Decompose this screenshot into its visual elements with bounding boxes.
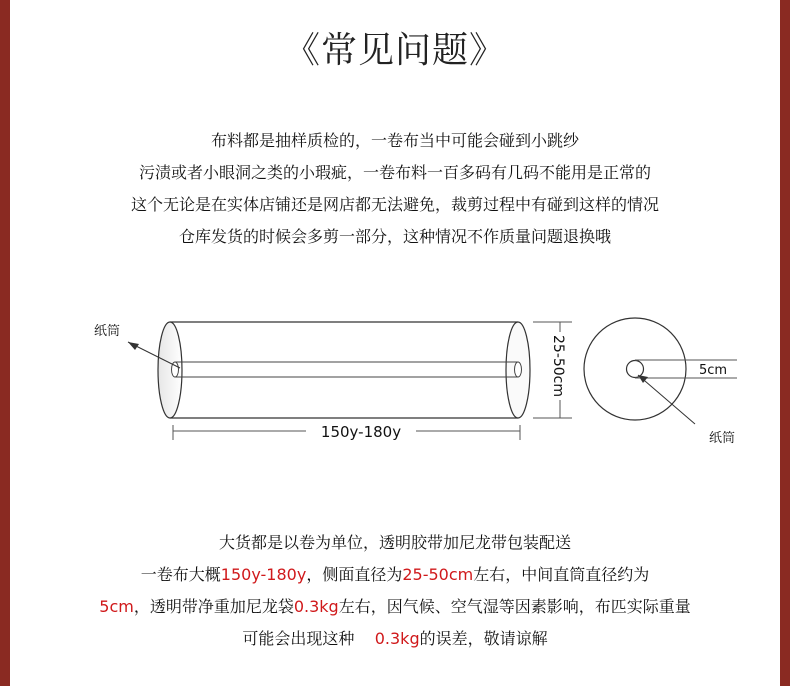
roll-side-view [158,322,530,418]
shipping-text: 可能会出现这种 [242,629,355,648]
tube-label-right: 纸筒 [708,431,736,446]
page-title: 《常见问题》 [283,30,506,71]
left-arrow-head [128,342,139,350]
page-card [10,0,780,686]
shipping-text: 左右，因气候、空气湿等因素影响，布匹实际重量 [338,597,691,616]
intro-line: 污渍或者小眼洞之类的小瑕疵，一卷布料一百多码有几码不能用是正常的 [138,163,651,182]
shipping-text: ，侧面直径为 [306,565,403,584]
shipping-line-2 [10,559,780,591]
diameter-dimension [533,322,572,418]
tube-label-left: 纸筒 [94,324,121,339]
weight-highlight: 0.3kg [293,597,339,616]
shipping-text: 的误差，敬请谅解 [419,629,548,648]
core-right-hole [515,362,522,377]
length-highlight: 150y-180y [220,565,307,584]
core-circle [627,361,644,378]
shipping-line-1: 大货都是以卷为单位，透明胶带加尼龙带包装配送 [218,533,571,552]
intro-line: 仓库发货的时候会多剪一部分，这种情况不作质量问题退换哦 [178,227,611,246]
intro-paragraph [10,125,780,253]
diameter-label: 25-50cm [550,334,566,398]
core-label: 5cm [698,363,728,378]
shipping-paragraph [10,527,780,655]
shipping-text: 左右，中间直筒直径约为 [473,565,650,584]
shipping-text: 一卷布大概 [140,565,221,584]
shipping-line-4 [10,623,780,655]
shipping-line-3 [10,591,780,623]
intro-line: 布料都是抽样质检的，一卷布当中可能会碰到小跳纱 [210,131,579,150]
length-dimension [173,423,520,441]
fabric-roll-diagram [10,300,780,470]
shipping-text: ，透明带净重加尼龙袋 [133,597,294,616]
diameter-highlight: 25-50cm [402,565,474,584]
core-highlight: 5cm [99,597,134,616]
length-label: 150y-180y [320,423,402,441]
error-highlight: 0.3kg [374,629,420,648]
intro-line: 这个无论是在实体店铺还是网店都无法避免，裁剪过程中有碰到这样的情况 [130,195,659,214]
roll-end-view [584,318,737,446]
